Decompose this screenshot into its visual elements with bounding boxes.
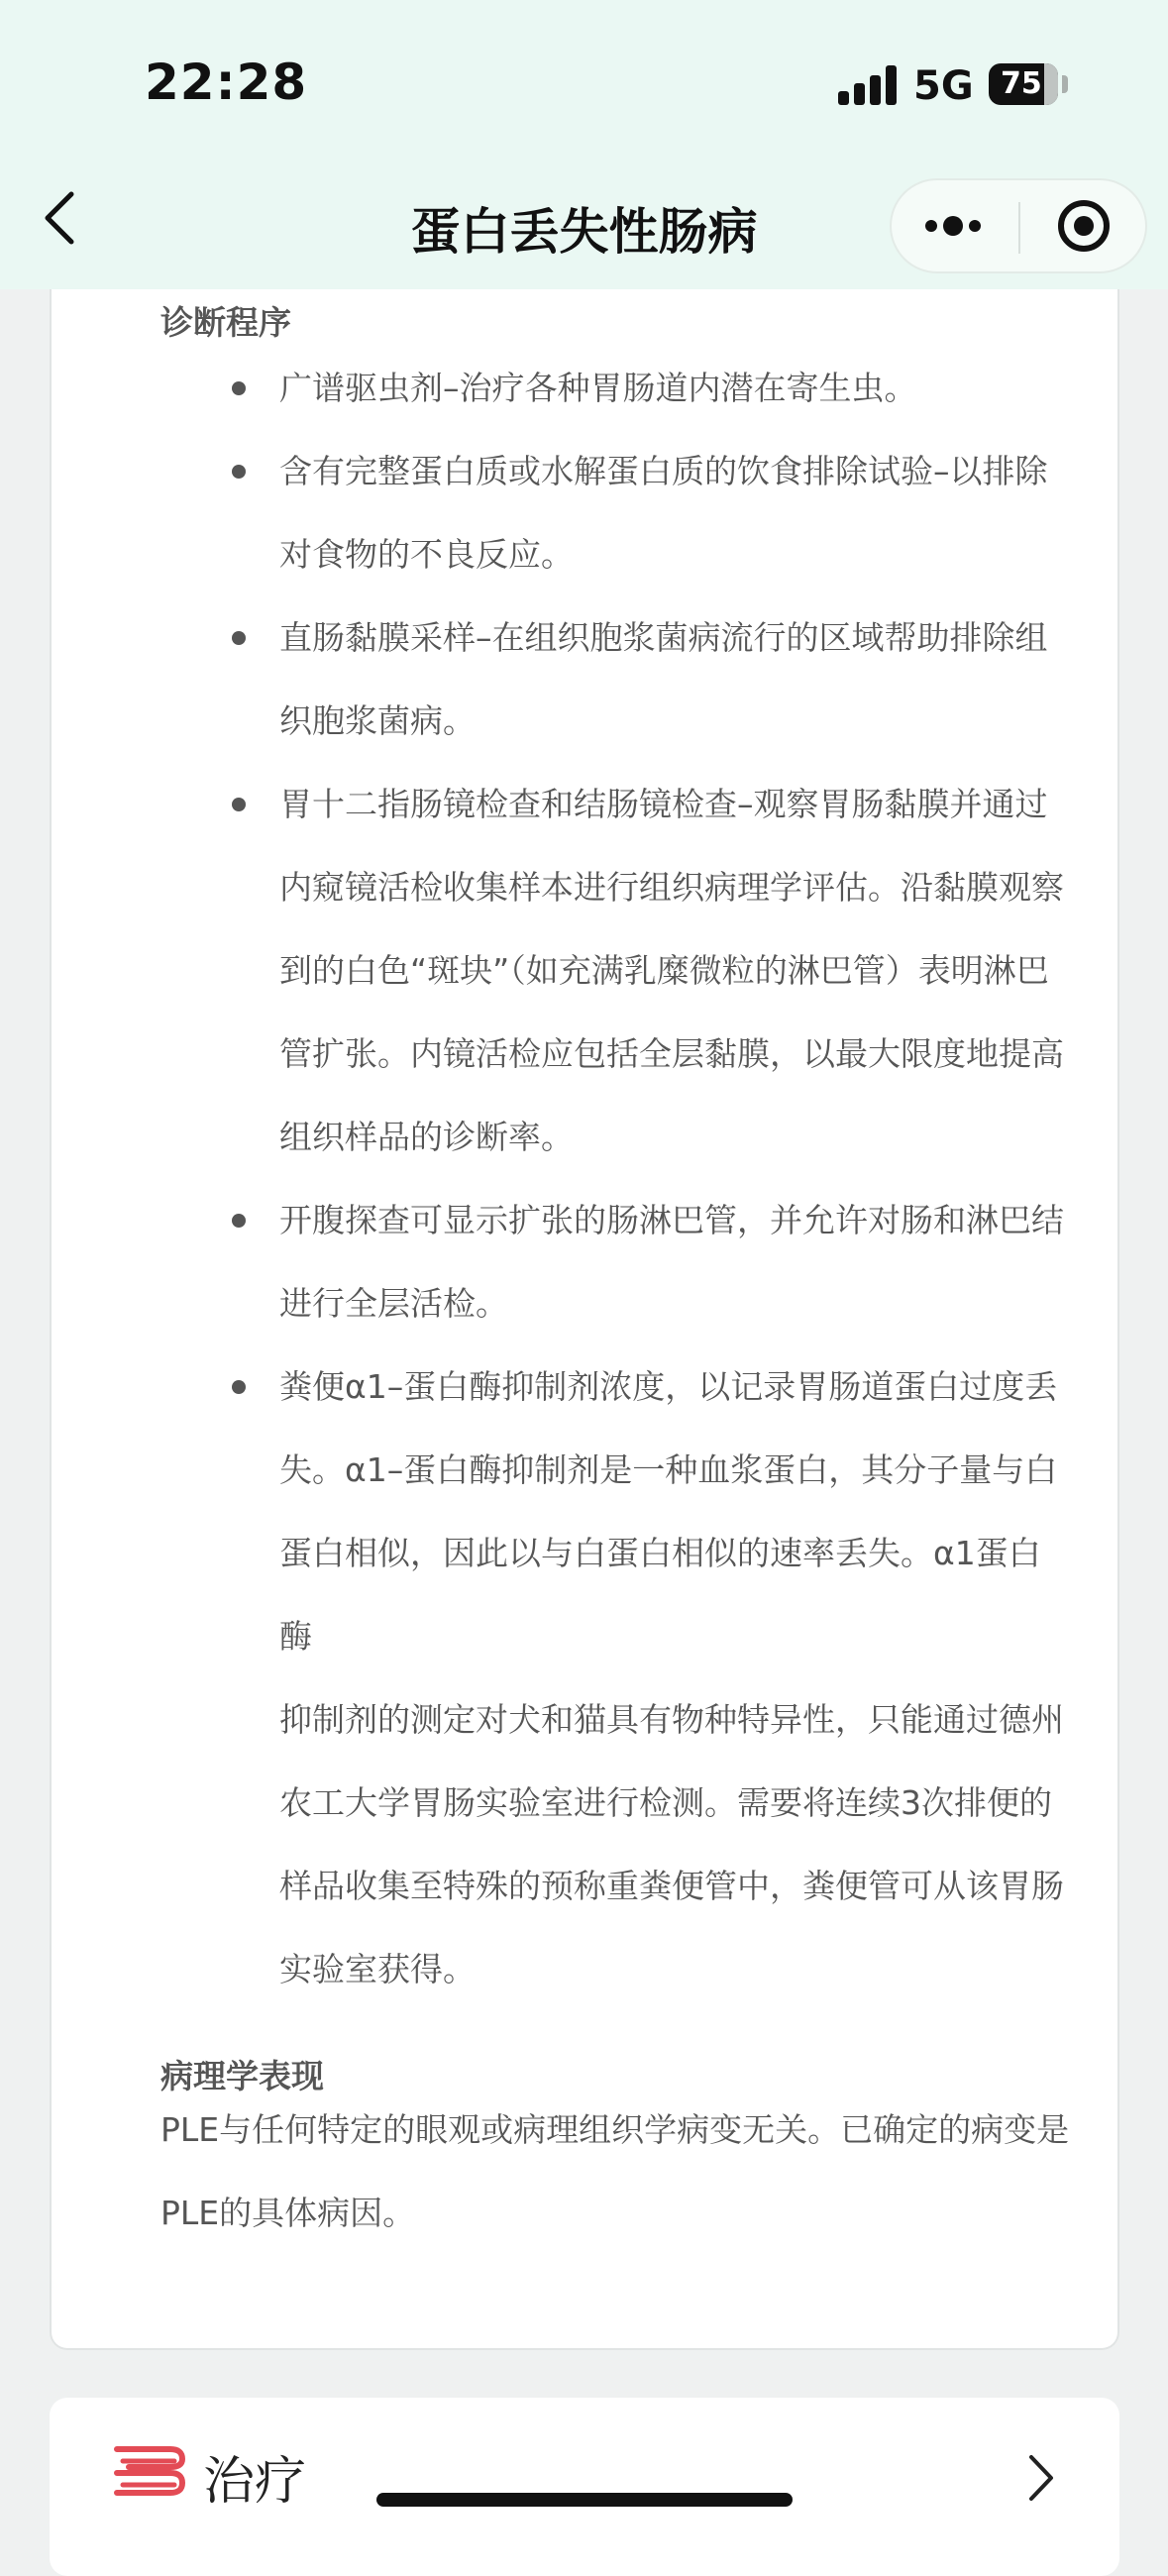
diagnosis-item bbox=[279, 1179, 1072, 1345]
diagnosis-item-line: 粪便α1–蛋白酶抑制剂浓度，以记录胃肠道蛋白过度丢 bbox=[279, 1367, 1058, 1406]
battery-level: 75 bbox=[1001, 66, 1042, 101]
content-card bbox=[50, 258, 1119, 2350]
capsule-divider bbox=[1018, 202, 1020, 254]
diagnosis-item bbox=[279, 430, 1072, 596]
page-title: 蛋白丢失性肠病 bbox=[410, 203, 758, 261]
target-icon[interactable] bbox=[1058, 200, 1110, 252]
diagnosis-item bbox=[279, 596, 1072, 763]
pathology-text bbox=[160, 2089, 1102, 2255]
diagnosis-item-line: 组织样品的诊断率。 bbox=[279, 1118, 574, 1156]
battery-cap bbox=[1062, 75, 1068, 93]
next-section-card[interactable] bbox=[50, 2398, 1119, 2576]
pathology-line: PLE与任何特定的眼观或病理组织学病变无关。已确定的病变是 bbox=[160, 2110, 1070, 2149]
mini-program-capsule bbox=[890, 178, 1147, 273]
diagnosis-item-line: 开腹探查可显示扩张的肠淋巴管，并允许对肠和淋巴结 bbox=[279, 1201, 1064, 1239]
more-dots-icon[interactable] bbox=[923, 204, 983, 248]
diagnosis-item-line: 直肠黏膜采样–在组织胞浆菌病流行的区域帮助排除组 bbox=[279, 618, 1048, 657]
pathology-line: PLE的具体病因。 bbox=[160, 2194, 416, 2232]
diagnosis-item-line: 胃十二指肠镜检查和结肠镜检查–观察胃肠黏膜并通过 bbox=[279, 785, 1048, 823]
chevron-right-icon bbox=[1025, 2453, 1055, 2503]
book-stack-icon bbox=[109, 2439, 188, 2499]
bullet-dot bbox=[232, 798, 246, 811]
signal-icon bbox=[838, 65, 898, 105]
diagnosis-item-line: 对食物的不良反应。 bbox=[279, 535, 574, 574]
diagnosis-item bbox=[279, 347, 1072, 430]
diagnosis-item-line: 管扩张。内镜活检应包括全层黏膜，以最大限度地提高 bbox=[279, 1034, 1064, 1073]
diagnosis-item bbox=[279, 763, 1072, 1179]
bullet-dot bbox=[232, 1380, 246, 1394]
diagnosis-item-line: 农工大学胃肠实验室进行检测。需要将连续3次排便的 bbox=[279, 1783, 1052, 1822]
home-indicator[interactable] bbox=[376, 2493, 793, 2507]
battery-icon bbox=[989, 63, 1058, 105]
diagnosis-heading: 诊断程序 bbox=[160, 303, 291, 342]
pathology-heading: 病理学表现 bbox=[160, 2057, 324, 2095]
diagnosis-item bbox=[279, 1345, 1072, 2011]
bullet-dot bbox=[232, 631, 246, 645]
diagnosis-item-line: 失。α1–蛋白酶抑制剂是一种血浆蛋白，其分子量与白 bbox=[279, 1450, 1058, 1489]
bullet-dot bbox=[232, 381, 246, 395]
bullet-dot bbox=[232, 1214, 246, 1228]
bullet-dot bbox=[232, 465, 246, 479]
diagnosis-item-line: 蛋白相似，因此以与白蛋白相似的速率丢失。α1蛋白酶 bbox=[279, 1534, 1041, 1656]
top-bar bbox=[0, 0, 1168, 289]
diagnosis-item-line: 进行全层活检。 bbox=[279, 1284, 508, 1323]
diagnosis-item-line: 到的白色“斑块”（如充满乳糜微粒的淋巴管）表明淋巴 bbox=[279, 951, 1049, 990]
diagnosis-item-line: 实验室获得。 bbox=[279, 1950, 476, 1988]
next-section-label: 治疗 bbox=[203, 2452, 307, 2512]
diagnosis-item-line: 织胞浆菌病。 bbox=[279, 701, 476, 740]
diagnosis-item-line: 广谱驱虫剂–治疗各种胃肠道内潜在寄生虫。 bbox=[279, 369, 917, 407]
diagnosis-item-line: 含有完整蛋白质或水解蛋白质的饮食排除试验–以排除 bbox=[279, 452, 1048, 490]
status-time: 22:28 bbox=[145, 54, 308, 111]
diagnosis-item-line: 抑制剂的测定对犬和猫具有物种特异性，只能通过德州 bbox=[279, 1700, 1064, 1739]
diagnosis-item-line: 样品收集至特殊的预称重粪便管中，粪便管可从该胃肠 bbox=[279, 1867, 1064, 1905]
diagnosis-item-line: 内窥镜活检收集样本进行组织病理学评估。沿黏膜观察 bbox=[279, 868, 1064, 907]
network-type: 5G bbox=[913, 63, 974, 109]
